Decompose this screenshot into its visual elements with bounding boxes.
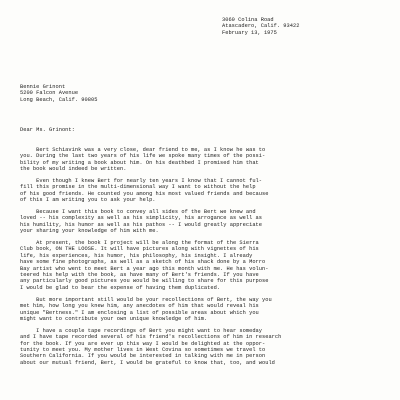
sender-address-block xyxy=(222,17,392,36)
text-line: Southern California. If you would be interested in talking with me in person xyxy=(20,353,266,360)
text-line: life, his experiences, his humor, his philosophy, his insight. I already xyxy=(20,252,253,259)
recipient-street: 5200 Falcon Avenue xyxy=(20,90,79,97)
body-paragraph xyxy=(20,240,386,291)
text-line: tunity to meet you. My mother lives in West Covina so sometimes we travel to xyxy=(20,346,266,353)
text-line: Even though I knew Bert for nearly ten years I know that I cannot ful- xyxy=(20,178,263,185)
recipient-address-block xyxy=(20,84,220,103)
text-line: you. During the last two years of his life we spoke many times of the possi- xyxy=(20,153,266,160)
text-line: met him, how long you knew him, any anecdotes of him that would reveal his xyxy=(20,303,259,310)
text-line: fill this promise in the multi-dimensional way I want to without the help xyxy=(20,184,256,191)
recipient-name: Bennie Grinont xyxy=(20,84,66,90)
text-line: his humility, his humor as well as his pathos -- I would greatly appreciate xyxy=(20,221,263,228)
text-line: I have a couple tape recordings of Bert you might want to hear someday xyxy=(20,327,263,334)
sender-city: Atascadero, Calif. 93422 xyxy=(222,23,300,30)
text-line: At present, the book I project will be along the format of the Sierra xyxy=(20,240,259,247)
salutation: Dear Ms. Grinont: xyxy=(20,127,75,133)
text-line: unique "Bertness." I am enclosing a list of possible areas about which you xyxy=(20,309,259,316)
sender-street: 3060 Colina Road xyxy=(222,17,274,23)
body-paragraph xyxy=(20,178,386,204)
text-line: the book would indeed be written. xyxy=(20,166,127,173)
body-paragraph xyxy=(20,147,386,173)
text-line: teered his help with the book, as have many of Bert's friends. If you have xyxy=(20,272,259,279)
body-paragraph xyxy=(20,297,386,323)
text-line: bility of my writing a book about him. On his deathbed I promised him that xyxy=(20,159,259,166)
letter-body xyxy=(20,147,386,372)
text-line: might want to contribute your own unique knowledge of him. xyxy=(20,315,208,322)
text-line: your sharing your knowledge of him with me. xyxy=(20,228,159,235)
text-line: any particularly good pictures you would be willing to share for this purpose xyxy=(20,278,269,285)
text-line: of his good friends. He counted you among his most valued friends and because xyxy=(20,190,269,197)
text-line: and I have tape recorded several of his friend's recollections of him in research xyxy=(20,334,282,341)
text-line: Bay artist who went to meet Bert a year ago this month with me. He has volun- xyxy=(20,265,269,272)
text-line: for the book. If you are ever up this way I would be delighted at the oppor- xyxy=(20,340,266,347)
text-line: of this I am writing you to ask your help. xyxy=(20,197,156,204)
text-line: Bert Schiavink was a very close, dear friend to me, as I know he was to xyxy=(20,147,266,153)
text-line: I would be glad to bear the expense of having them duplicated. xyxy=(20,284,221,291)
recipient-city: Long Beach, Calif. 90805 xyxy=(20,96,98,103)
text-line: have some fine photographs, as well as a sketch of his shack done by a Morro xyxy=(20,259,266,266)
body-paragraph xyxy=(20,328,386,366)
letter-date: February 13, 1975 xyxy=(222,29,277,36)
text-line: about our mutual friend, Bert, I would be grateful to know that, too, and would xyxy=(20,359,275,366)
text-line: loved -- his complexity as well as his simplicity, his arrogance as well as xyxy=(20,215,263,222)
text-line: Club book, ON THE LOOSE. It will have pictures along with vignettes of his xyxy=(20,246,259,253)
text-line: But more important still would be your recollections of Bert, the way you xyxy=(20,296,272,303)
body-paragraph xyxy=(20,209,386,235)
text-line: Because I want this book to convey all sides of the Bert we knew and xyxy=(20,209,256,216)
